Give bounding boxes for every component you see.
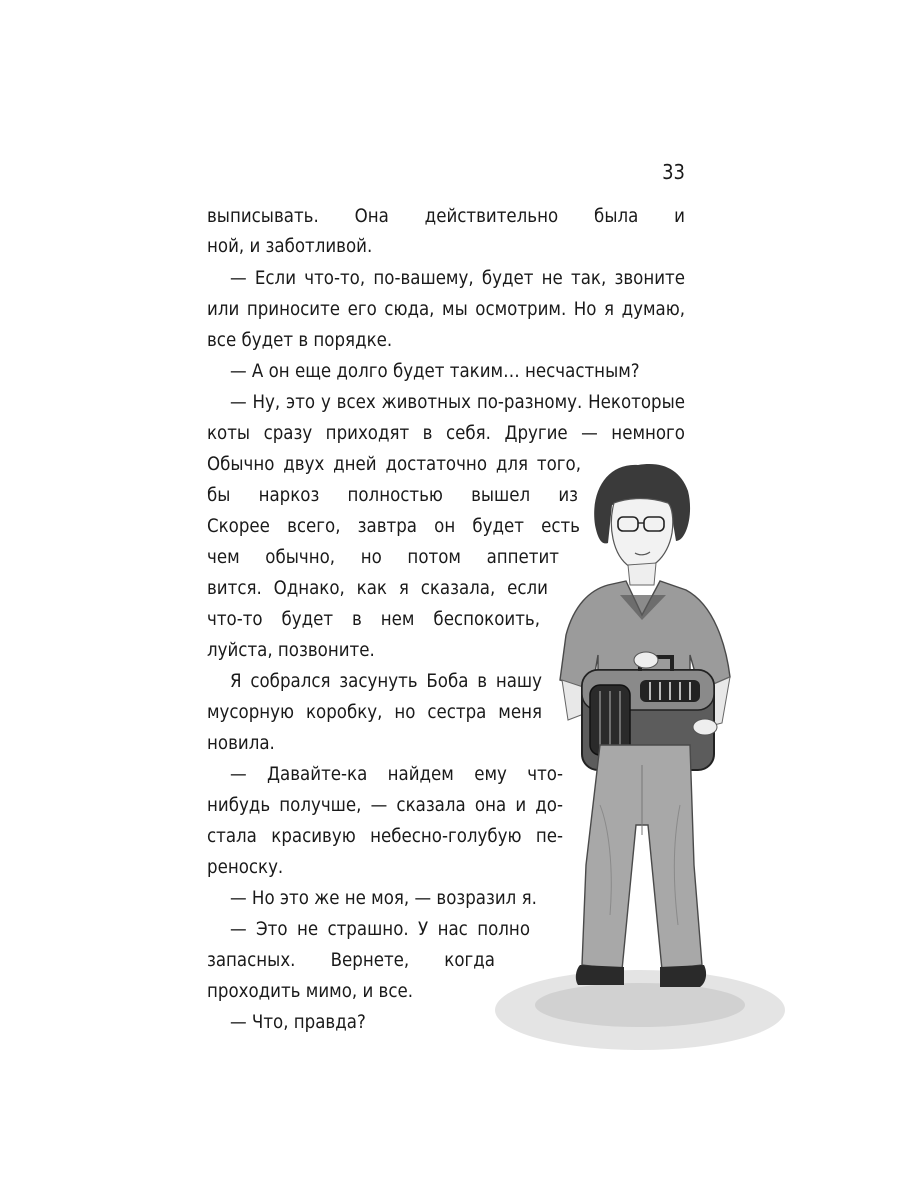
nurse-with-carrier-illustration bbox=[490, 445, 790, 1065]
text-line-2: ной, и заботливой. bbox=[207, 236, 373, 257]
text-line-12: чем обычно, но потом аппетит bbox=[207, 547, 559, 568]
page-number: 33 bbox=[662, 160, 685, 184]
text-line-4: или приносите его сюда, мы осмотрим. Но я думаю, bbox=[207, 299, 685, 320]
text-line-7: — Ну, это у всех животных по-разному. Некоторые bbox=[230, 392, 685, 413]
text-line-18: новила. bbox=[207, 733, 275, 754]
text-line-11: Скорее всего, завтра он будет есть bbox=[207, 516, 580, 537]
text-line-25: запасных. Вернете, когда bbox=[207, 950, 495, 971]
text-line-24: — Это не страшно. У нас полно bbox=[230, 919, 530, 940]
text-line-8: коты сразу приходят в себя. Другие — немного bbox=[207, 423, 685, 444]
text-line-22: реноску. bbox=[207, 857, 284, 878]
text-line-9: Обычно двух дней достаточно для того, bbox=[207, 454, 581, 475]
text-line-5: все будет в порядке. bbox=[207, 330, 393, 351]
text-line-17: мусорную коробку, но сестра меня bbox=[207, 702, 542, 723]
text-line-6: — А он еще долго будет таким… несчастным? bbox=[230, 361, 640, 382]
text-line-10: бы наркоз полностью вышел из bbox=[207, 485, 578, 506]
text-line-1-text: выписывать. Она действительно была и bbox=[207, 206, 685, 227]
text-line-20: нибудь получше, — сказала она и до- bbox=[207, 795, 563, 816]
text-line-16: Я собрался засунуть Боба в нашу bbox=[230, 671, 542, 692]
text-line-14: что-то будет в нем беспокоить, bbox=[207, 609, 540, 630]
text-line-13: вится. Однако, как я сказала, если bbox=[207, 578, 548, 599]
text-line-27: — Что, правда? bbox=[230, 1012, 366, 1033]
text-line-3: — Если что-то, по-вашему, будет не так, звоните bbox=[230, 268, 685, 289]
text-line-26: проходить мимо, и все. bbox=[207, 981, 414, 1002]
shoes bbox=[576, 965, 624, 985]
text-line-15: луйста, позвоните. bbox=[207, 640, 375, 661]
text-line-23: — Но это же не моя, — возразил я. bbox=[230, 888, 537, 909]
text-line-1 bbox=[207, 202, 685, 232]
text-line-19: — Давайте-ка найдем ему что- bbox=[230, 764, 563, 785]
text-line-21: стала красивую небесно-голубую пе- bbox=[207, 826, 563, 847]
